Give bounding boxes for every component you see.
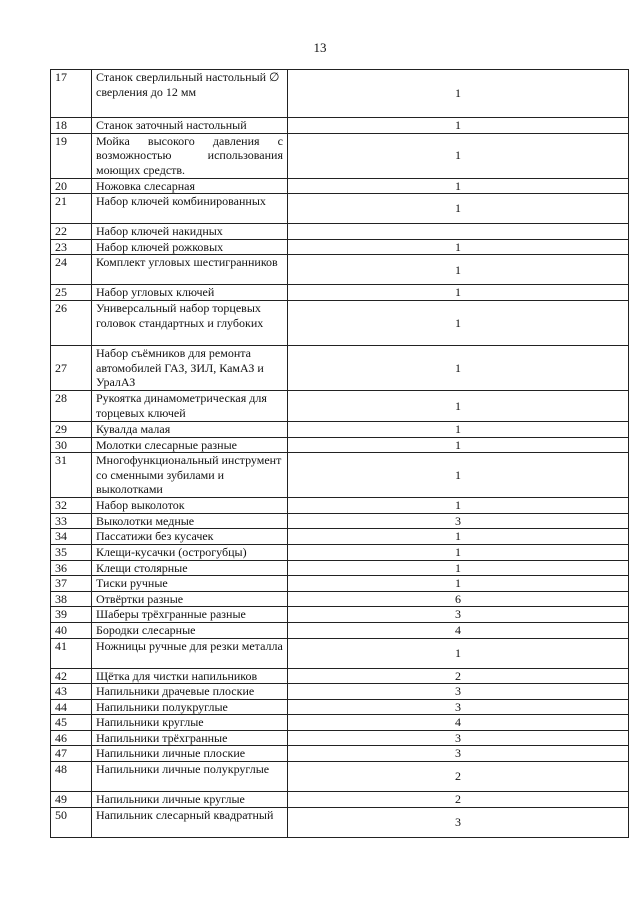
row-number: 29 bbox=[51, 421, 92, 437]
row-quantity: 4 bbox=[288, 715, 629, 731]
row-quantity: 1 bbox=[288, 544, 629, 560]
row-item-name: Ножовка слесарная bbox=[92, 178, 288, 194]
row-item-name: Клещи-кусачки (острогубцы) bbox=[92, 544, 288, 560]
table-row bbox=[51, 591, 629, 607]
row-number: 34 bbox=[51, 529, 92, 545]
row-item-name: Напильники трёхгранные bbox=[92, 730, 288, 746]
row-number: 43 bbox=[51, 684, 92, 700]
table-row bbox=[51, 513, 629, 529]
row-quantity: 4 bbox=[288, 622, 629, 638]
row-item-name: Напильники личные плоские bbox=[92, 746, 288, 762]
row-number: 37 bbox=[51, 576, 92, 592]
row-quantity: 1 bbox=[288, 529, 629, 545]
row-item-name: Тиски ручные bbox=[92, 576, 288, 592]
row-quantity: 1 bbox=[288, 194, 629, 224]
row-quantity: 1 bbox=[288, 300, 629, 345]
row-item-name: Молотки слесарные разные bbox=[92, 437, 288, 453]
row-quantity: 3 bbox=[288, 699, 629, 715]
table-row bbox=[51, 421, 629, 437]
table-row bbox=[51, 560, 629, 576]
row-number: 45 bbox=[51, 715, 92, 731]
equipment-table bbox=[50, 69, 629, 838]
table-row bbox=[51, 715, 629, 731]
table-row bbox=[51, 194, 629, 224]
row-number: 38 bbox=[51, 591, 92, 607]
table-row bbox=[51, 746, 629, 762]
row-quantity: 1 bbox=[288, 239, 629, 255]
row-item-name: Набор съёмников для ремонта автомобилей ГАЗ, ЗИЛ, КамАЗ и УралАЗ bbox=[92, 345, 288, 390]
row-item-name: Набор ключей рожковых bbox=[92, 239, 288, 255]
table-row bbox=[51, 453, 629, 498]
row-number: 25 bbox=[51, 285, 92, 301]
row-number: 17 bbox=[51, 70, 92, 118]
table-row bbox=[51, 544, 629, 560]
row-number: 44 bbox=[51, 699, 92, 715]
row-number: 26 bbox=[51, 300, 92, 345]
row-quantity: 1 bbox=[288, 498, 629, 514]
row-item-name: Набор угловых ключей bbox=[92, 285, 288, 301]
row-item-name: Кувалда малая bbox=[92, 421, 288, 437]
row-number: 18 bbox=[51, 118, 92, 134]
row-quantity: 1 bbox=[288, 118, 629, 134]
row-item-name: Напильники личные круглые bbox=[92, 792, 288, 808]
row-item-name: Набор ключей комбинированных bbox=[92, 194, 288, 224]
row-quantity: 1 bbox=[288, 576, 629, 592]
row-quantity: 1 bbox=[288, 390, 629, 421]
row-item-name: Многофункциональный инструмент со сменными зубилами и выколотками bbox=[92, 453, 288, 498]
table-row bbox=[51, 498, 629, 514]
row-number: 49 bbox=[51, 792, 92, 808]
row-item-name: Набор выколоток bbox=[92, 498, 288, 514]
table-row bbox=[51, 792, 629, 808]
row-number: 46 bbox=[51, 730, 92, 746]
row-number: 41 bbox=[51, 638, 92, 668]
row-number: 22 bbox=[51, 224, 92, 240]
table-row bbox=[51, 607, 629, 623]
table-row bbox=[51, 390, 629, 421]
table-row bbox=[51, 300, 629, 345]
row-item-name: Рукоятка динамометрическая для торцевых ключей bbox=[92, 390, 288, 421]
row-quantity: 1 bbox=[288, 255, 629, 285]
table-row bbox=[51, 529, 629, 545]
row-quantity: 1 bbox=[288, 178, 629, 194]
table-row bbox=[51, 345, 629, 390]
table-row bbox=[51, 255, 629, 285]
row-quantity: 3 bbox=[288, 684, 629, 700]
row-number: 23 bbox=[51, 239, 92, 255]
table-row bbox=[51, 622, 629, 638]
table-row bbox=[51, 668, 629, 684]
row-quantity: 1 bbox=[288, 453, 629, 498]
equipment-table-body bbox=[51, 70, 629, 838]
row-quantity: 2 bbox=[288, 792, 629, 808]
row-number: 42 bbox=[51, 668, 92, 684]
row-item-name: Клещи столярные bbox=[92, 560, 288, 576]
table-row bbox=[51, 638, 629, 668]
row-item-name: Напильник слесарный квадратный bbox=[92, 807, 288, 837]
row-number: 39 bbox=[51, 607, 92, 623]
row-number: 48 bbox=[51, 762, 92, 792]
row-item-name: Напильники круглые bbox=[92, 715, 288, 731]
table-row bbox=[51, 730, 629, 746]
row-item-name: Напильники драчевые плоские bbox=[92, 684, 288, 700]
row-item-name: Универсальный набор торцевых головок стандартных и глубоких bbox=[92, 300, 288, 345]
row-quantity: 2 bbox=[288, 762, 629, 792]
row-number: 36 bbox=[51, 560, 92, 576]
row-number: 33 bbox=[51, 513, 92, 529]
row-quantity: 1 bbox=[288, 133, 629, 178]
row-item-name: Напильники личные полукруглые bbox=[92, 762, 288, 792]
table-row bbox=[51, 807, 629, 837]
row-quantity bbox=[288, 224, 629, 240]
table-row bbox=[51, 239, 629, 255]
row-item-name: Шаберы трёхгранные разные bbox=[92, 607, 288, 623]
row-item-name: Набор ключей накидных bbox=[92, 224, 288, 240]
row-number: 30 bbox=[51, 437, 92, 453]
row-number: 50 bbox=[51, 807, 92, 837]
row-number: 35 bbox=[51, 544, 92, 560]
table-row bbox=[51, 118, 629, 134]
table-row bbox=[51, 762, 629, 792]
table-row bbox=[51, 224, 629, 240]
row-number: 27 bbox=[51, 345, 92, 390]
table-row bbox=[51, 133, 629, 178]
row-number: 28 bbox=[51, 390, 92, 421]
table-row bbox=[51, 178, 629, 194]
row-item-name: Станок заточный настольный bbox=[92, 118, 288, 134]
row-quantity: 1 bbox=[288, 70, 629, 118]
row-quantity: 3 bbox=[288, 513, 629, 529]
row-quantity: 6 bbox=[288, 591, 629, 607]
row-number: 32 bbox=[51, 498, 92, 514]
row-item-name: Пассатижи без кусачек bbox=[92, 529, 288, 545]
row-number: 31 bbox=[51, 453, 92, 498]
row-item-name: Комплект угловых шестигранников bbox=[92, 255, 288, 285]
row-quantity: 3 bbox=[288, 807, 629, 837]
row-quantity: 1 bbox=[288, 437, 629, 453]
row-number: 21 bbox=[51, 194, 92, 224]
table-row bbox=[51, 684, 629, 700]
row-quantity: 2 bbox=[288, 668, 629, 684]
row-number: 40 bbox=[51, 622, 92, 638]
row-item-name: Напильники полукруглые bbox=[92, 699, 288, 715]
row-item-name: Ножницы ручные для резки металла bbox=[92, 638, 288, 668]
row-item-name: Бородки слесарные bbox=[92, 622, 288, 638]
row-quantity: 1 bbox=[288, 345, 629, 390]
row-item-name: Щётка для чистки напильников bbox=[92, 668, 288, 684]
row-item-name: Мойка высокого давления с возможностью использования моющих средств. bbox=[92, 133, 288, 178]
row-quantity: 1 bbox=[288, 285, 629, 301]
row-number: 24 bbox=[51, 255, 92, 285]
row-item-name: Станок сверлильный настольный ∅ сверления до 12 мм bbox=[92, 70, 288, 118]
row-item-name: Выколотки медные bbox=[92, 513, 288, 529]
row-number: 20 bbox=[51, 178, 92, 194]
row-quantity: 1 bbox=[288, 638, 629, 668]
table-row bbox=[51, 699, 629, 715]
row-number: 47 bbox=[51, 746, 92, 762]
table-row bbox=[51, 437, 629, 453]
table-row bbox=[51, 70, 629, 118]
table-row bbox=[51, 285, 629, 301]
row-quantity: 3 bbox=[288, 607, 629, 623]
row-quantity: 1 bbox=[288, 560, 629, 576]
row-quantity: 3 bbox=[288, 746, 629, 762]
row-quantity: 1 bbox=[288, 421, 629, 437]
row-number: 19 bbox=[51, 133, 92, 178]
table-row bbox=[51, 576, 629, 592]
row-quantity: 3 bbox=[288, 730, 629, 746]
page-number: 13 bbox=[313, 40, 327, 55]
row-item-name: Отвёртки разные bbox=[92, 591, 288, 607]
